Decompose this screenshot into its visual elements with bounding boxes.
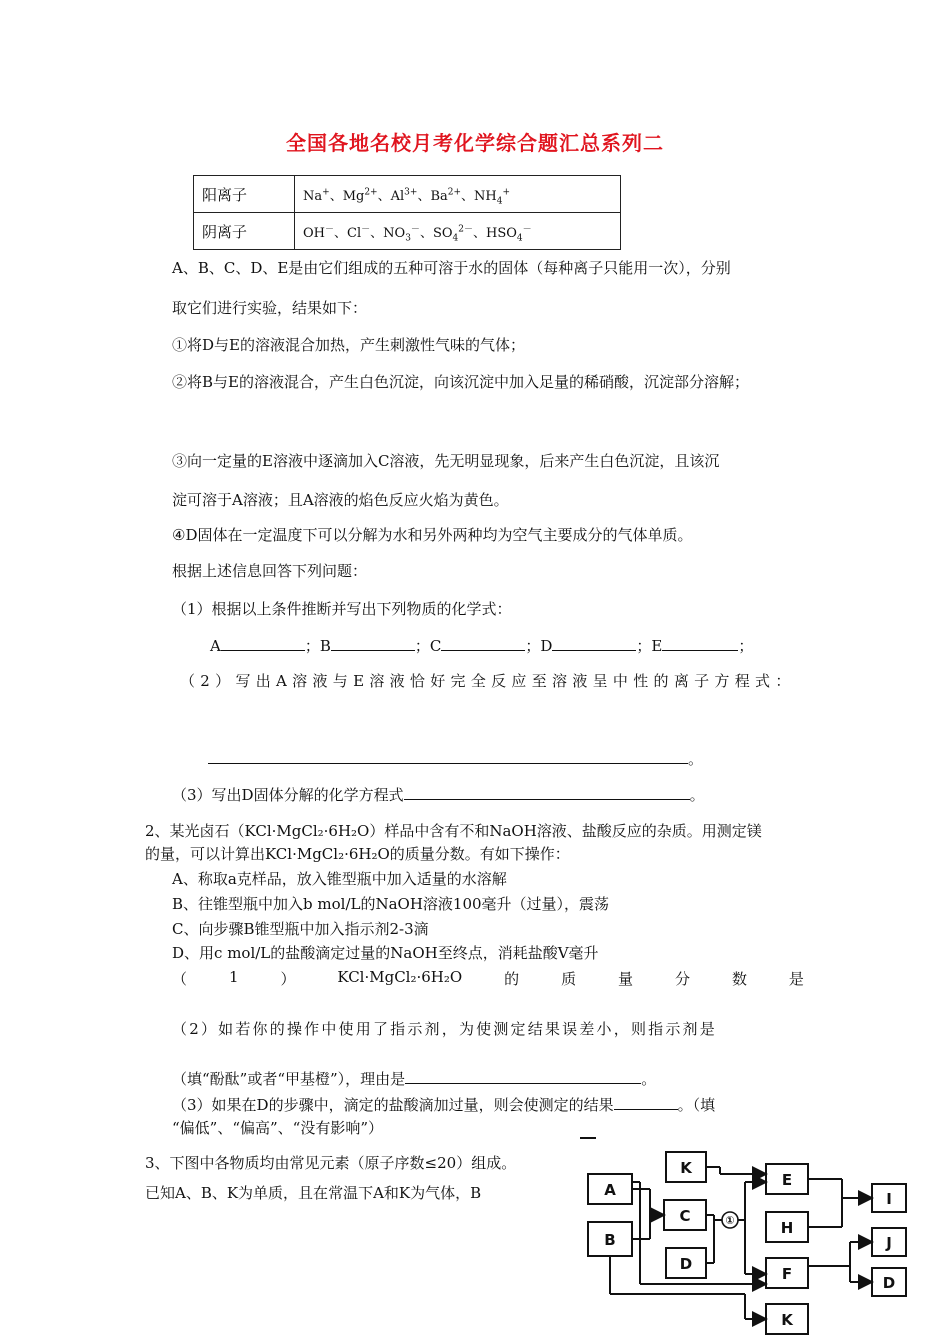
q1-intro-line2: 取它们进行实验，结果如下： [172, 299, 368, 317]
answer-blank-e[interactable] [662, 635, 738, 651]
box-b: B [604, 1231, 616, 1249]
anion-list: OH－、Cl－、$NO_3^-$、$SO_4^{2-}$、$HSO_4^-$ [295, 213, 621, 250]
cation-list: Na+、$Mg^{2+}$、$Al^{3+}$、$Ba^{2+}$、$NH_4^+$ [295, 176, 621, 213]
q2-sub1-part: 量 [618, 970, 634, 988]
q2-sub1-part: KCl·MgCl₂·6H₂O [337, 968, 463, 986]
blank-label-e: ；E [636, 637, 663, 655]
q2-line2: 的量，可以计算出KCl·MgCl₂·6H₂O的质量分数。有如下操作： [145, 845, 570, 863]
box-c: C [679, 1207, 691, 1225]
box-k-top: K [680, 1159, 692, 1177]
q2-sub1-part: 是 [788, 970, 804, 988]
q3-line1: 3、下图中各物质均由常见元素（原子序数≤20）组成。 [145, 1154, 517, 1172]
q2-sub1-part: 分 [675, 970, 691, 988]
q2-sub3-text: （3）如果在D的步骤中，滴定的盐酸滴加过量，则会使测定的结果 [172, 1096, 614, 1114]
q2-sub3-end: 。（填 [677, 1096, 716, 1114]
q1-sub3 [172, 784, 705, 805]
answer-blank-d[interactable] [552, 635, 636, 651]
q1-sub1: （1）根据以上条件推断并写出下列物质的化学式： [172, 600, 512, 618]
reaction-diagram [580, 1134, 920, 1339]
q1-experiment-4: ④D固体在一定温度下可以分解为水和另外两种均为空气主要成分的气体单质。 [172, 526, 693, 544]
q1-sub3-end: 。 [689, 786, 705, 804]
q1-sub2: （2）写出A溶液与E溶液恰好完全反应至溶液呈中性的离子方程式： [180, 672, 796, 690]
q2-step-c: C、向步骤B锥型瓶中加入指示剂2-3滴 [172, 920, 429, 938]
box-j: J [886, 1234, 892, 1252]
q1-sub3-text: （3）写出D固体分解的化学方程式 [172, 786, 404, 804]
q1-formula-blanks [210, 635, 753, 656]
q2-sub2b-end: 。 [641, 1070, 657, 1088]
answer-blank-c[interactable] [441, 635, 525, 651]
q2-sub3 [172, 1094, 715, 1115]
q2-sub1-part: 数 [731, 970, 747, 988]
q1-sub2-end: 。 [688, 750, 704, 768]
q2-sub2b [172, 1068, 656, 1089]
page-title: 全国各地名校月考化学综合题汇总系列二 [286, 131, 664, 155]
q2-line1: 2、某光卤石（KCl·MgCl₂·6H₂O）样品中含有不和NaOH溶液、盐酸反应的杂质。用测定镁 [145, 822, 762, 840]
blank-label-b: ；B [304, 637, 331, 655]
q1-experiment-2: ②将B与E的溶液混合，产生白色沉淀，向该沉淀中加入足量的稀硝酸，沉淀部分溶解； [172, 373, 749, 391]
box-i: I [886, 1190, 892, 1208]
reaction-label: ① [725, 1214, 735, 1227]
answer-blank-reason[interactable] [405, 1068, 641, 1084]
blank-label-c: ；C [414, 637, 442, 655]
answer-blank-decomposition[interactable] [404, 784, 690, 800]
answer-blank-b[interactable] [331, 635, 415, 651]
ion-table [193, 175, 621, 250]
q2-sub1-part: （ [172, 970, 188, 988]
q2-sub1 [172, 968, 804, 989]
q1-experiment-1: ①将D与E的溶液混合加热，产生刺激性气味的气体； [172, 336, 525, 354]
blank-label-end: ； [738, 637, 754, 655]
answer-blank-a[interactable] [221, 635, 305, 651]
blank-label-a: A [210, 637, 221, 655]
q2-step-b: B、往锥型瓶中加入b mol/L的NaOH溶液100毫升（过量），震荡 [172, 895, 610, 913]
q1-experiment-3b: 淀可溶于A溶液；且A溶液的焰色反应火焰为黄色。 [172, 491, 509, 509]
q2-sub1-part: 1 [228, 968, 239, 986]
anion-header: 阴离子 [194, 213, 295, 250]
q2-step-d: D、用c mol/L的盐酸滴定过量的NaOH至终点，消耗盐酸V毫升 [172, 944, 599, 962]
q3-line2: 已知A、B、K为单质，且在常温下A和K为气体，B [145, 1184, 482, 1202]
q2-sub1-part: ） [280, 970, 296, 988]
q1-sub2-answer-line [208, 748, 703, 769]
answer-blank-effect[interactable] [614, 1094, 678, 1110]
box-d: D [679, 1255, 693, 1273]
q1-prompt: 根据上述信息回答下列问题： [172, 562, 368, 580]
cation-header: 阳离子 [194, 176, 295, 213]
answer-blank-ionic-equation[interactable] [208, 748, 688, 764]
box-h: H [780, 1219, 794, 1237]
q1-intro-line1: A、B、C、D、E是由它们组成的五种可溶于水的固体（每种离子只能用一次），分别 [172, 259, 731, 277]
q2-sub2: （2）如若你的操作中使用了指示剂，为使测定结果误差小，则指示剂是 [172, 1020, 717, 1038]
box-k-bottom: K [781, 1311, 793, 1329]
q2-step-a: A、称取a克样品，放入锥型瓶中加入适量的水溶解 [172, 870, 507, 888]
q1-experiment-3a: ③向一定量的E溶液中逐滴加入C溶液，先无明显现象，后来产生白色沉淀，且该沉 [172, 452, 720, 470]
q2-sub2b-text: （填“酚酞”或者“甲基橙”），理由是 [172, 1070, 406, 1088]
box-d-output: D [882, 1274, 896, 1292]
q2-sub1-part: 的 [504, 970, 520, 988]
blank-label-d: ；D [525, 637, 553, 655]
box-f: F [781, 1265, 793, 1283]
box-a: A [604, 1181, 616, 1199]
box-e: E [781, 1171, 793, 1189]
q2-sub3-options: “偏低”、“偏高”、“没有影响”） [172, 1119, 384, 1137]
q2-sub1-part: 质 [561, 970, 577, 988]
